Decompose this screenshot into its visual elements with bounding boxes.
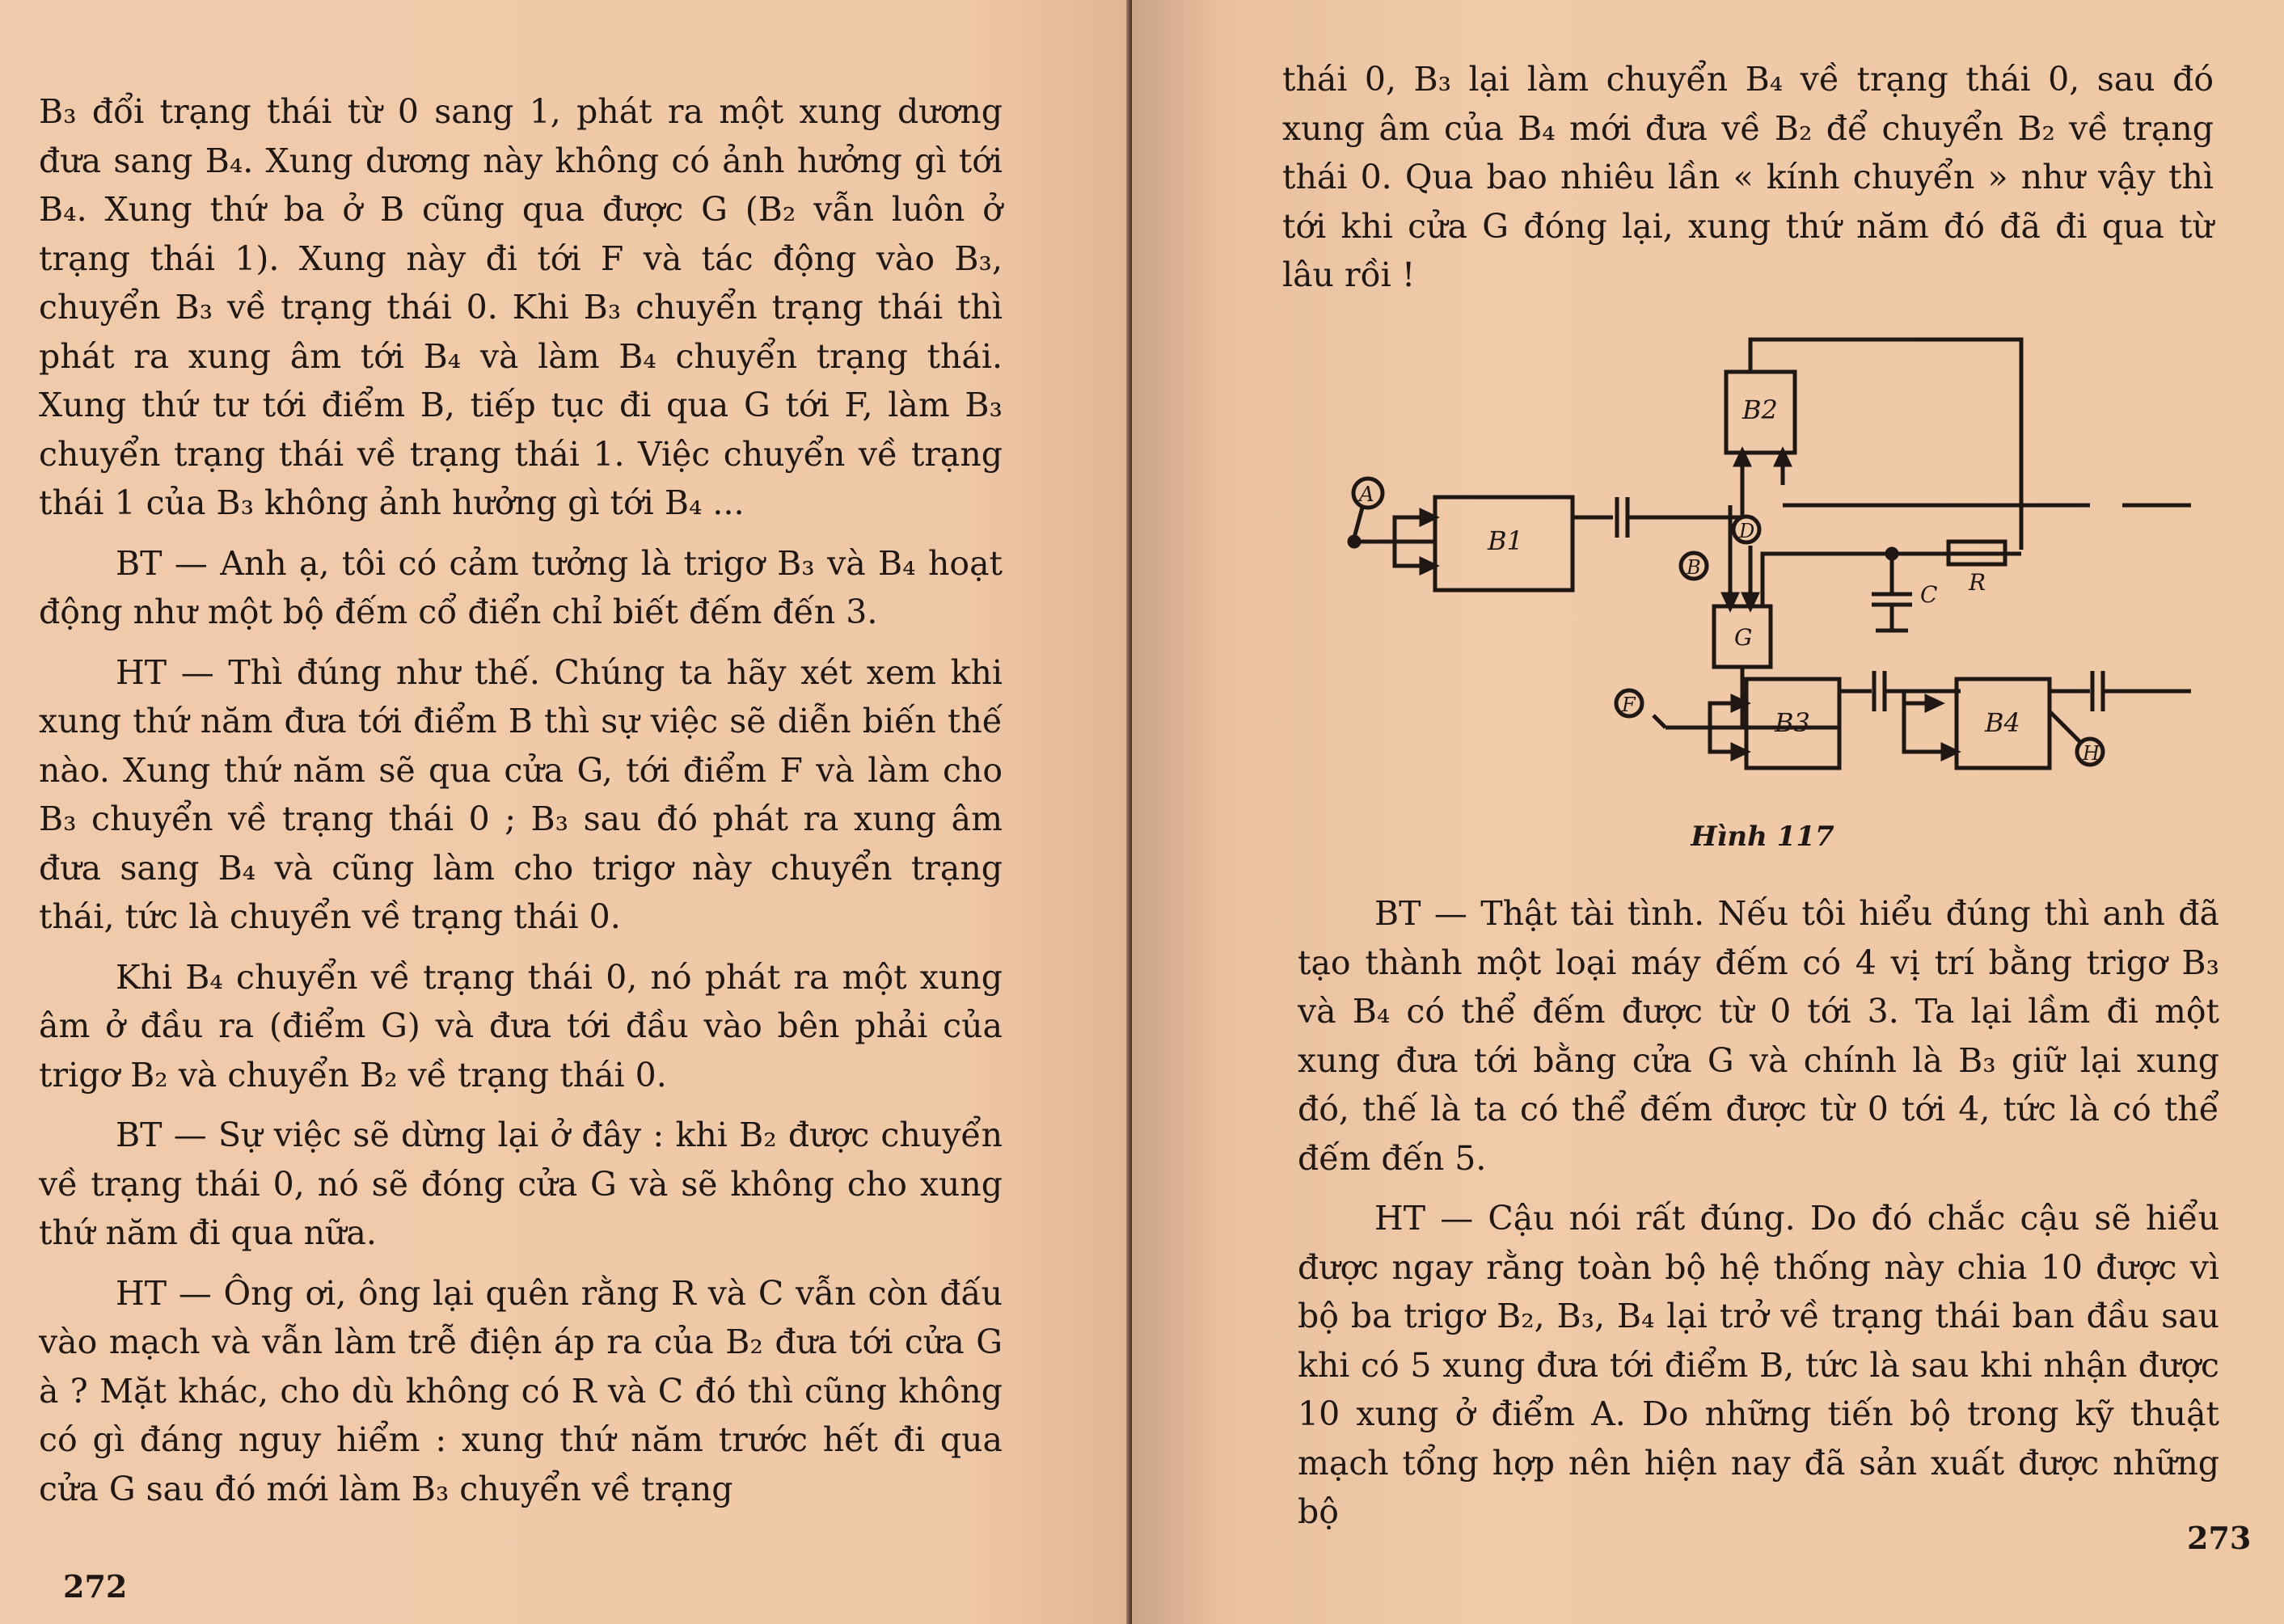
page-number: 272 — [63, 1568, 128, 1605]
label-b2: B2 — [1742, 394, 1778, 425]
label-b1: B1 — [1488, 525, 1523, 556]
right-page-text-top — [1282, 55, 2214, 300]
paragraph: BT — Anh ạ, tôi có cảm tưởng là trigơ B₃ và B₄ hoạt động như một bộ đếm cổ điển chỉ biết đếm đến 3. — [39, 543, 1003, 631]
figure-caption: Hình 117 — [1691, 820, 1834, 853]
left-page-text — [39, 87, 1003, 1513]
paragraph: B₃ đổi trạng thái từ 0 sang 1, phát ra một xung dương đưa sang B₄. Xung dương này không có ảnh hưởng gì tới B₄. Xung thứ ba ở B cũng qua được G (B₂ vẫn luôn ở trạng thái 1). Xung này đi tới F và tác động vào B₃, chuyển B₃ về trạng thái 0. Khi B₃ chuyển trạng thái thì phát ra xung âm tới B₄ và làm B₄ chuyển trạng thái. Xung thứ tư tới điểm B, tiếp tục đi qua G tới F, làm B₃ chuyển trạng thái về trạng thái 1. Việc chuyển về trạng thái 1 của B₃ không ảnh hưởng gì tới B₄ ... — [39, 92, 1003, 522]
circuit-figure — [1334, 323, 2191, 905]
right-page-text-bottom — [1298, 889, 2219, 1537]
paragraph: HT — Ông ơi, ông lại quên rằng R và C vẫn còn đấu vào mạch và vẫn làm trễ điện áp ra của B₂ đưa tới cửa G à ? Mặt khác, cho dù không có R và C đó thì cũng không có gì đáng nguy hiểm : xung thứ năm trước hết đi qua cửa G sau đó mới làm B₃ chuyển về trạng — [39, 1273, 1003, 1508]
label-a: A — [1359, 483, 1374, 507]
left-page — [0, 0, 1132, 1624]
page-number: 273 — [2187, 1520, 2252, 1556]
label-d: D — [1739, 520, 1755, 542]
label-g: G — [1734, 624, 1753, 651]
label-b: B — [1687, 556, 1701, 579]
label-c: C — [1920, 581, 1938, 608]
right-page — [1132, 0, 2284, 1624]
label-h: H — [2083, 742, 2100, 765]
paragraph: BT — Sự việc sẽ dừng lại ở đây : khi B₂ được chuyển về trạng thái 0, nó sẽ đóng cửa G và sẽ không cho xung thứ năm đi qua nữa. — [39, 1116, 1003, 1252]
label-f: F — [1622, 694, 1636, 716]
paragraph: Khi B₄ chuyển về trạng thái 0, nó phát ra một xung âm ở đầu ra (điểm G) và đưa tới đầu vào bên phải của trigơ B₂ và chuyển B₂ về trạng thái 0. — [39, 957, 1003, 1095]
circuit-diagram — [1334, 323, 2191, 881]
paragraph: HT — Thì đúng như thế. Chúng ta hãy xét xem khi xung thứ năm đưa tới điểm B thì sự việc sẽ diễn biến thế nào. Xung thứ năm sẽ qua cửa G, tới điểm F và làm cho B₃ chuyển về trạng thái 0 ; B₃ sau đó phát ra xung âm đưa sang B₄ và cũng làm cho trigơ này chuyển trạng thái, tức là chuyển về trạng thái 0. — [39, 652, 1003, 936]
paragraph: BT — Thật tài tình. Nếu tôi hiểu đúng thì anh đã tạo thành một loại máy đếm có 4 vị trí bằng trigơ B₃ và B₄ có thể đếm được từ 0 tới 3. Ta lại lầm đi một xung đưa tới bằng cửa G và chính là B₃ giữ lại xung đó, thế là ta có thể đếm được từ 0 tới 4, tức là có thể đếm đến 5. — [1298, 894, 2219, 1178]
paragraph: HT — Cậu nói rất đúng. Do đó chắc cậu sẽ hiểu được ngay rằng toàn bộ hệ thống này chia 10 được vì bộ ba trigơ B₂, B₃, B₄ lại trở về trạng thái ban đầu sau khi có 5 xung đưa tới điểm B, tức là sau khi nhận được 10 xung ở điểm A. Do những tiến bộ trong kỹ thuật mạch tổng hợp nên hiện nay đã sản xuất được những bộ — [1298, 1199, 2219, 1531]
paragraph: thái 0, B₃ lại làm chuyển B₄ về trạng thái 0, sau đó xung âm của B₄ mới đưa về B₂ để chuyển B₂ về trạng thái 0. Qua bao nhiêu lần « kính chuyển » như vậy thì tới khi cửa G đóng lại, xung thứ năm đó đã đi qua từ lâu rồi ! — [1282, 60, 2214, 294]
label-r: R — [1969, 569, 1986, 596]
label-b3: B3 — [1775, 707, 1810, 738]
label-b4: B4 — [1985, 707, 2020, 738]
